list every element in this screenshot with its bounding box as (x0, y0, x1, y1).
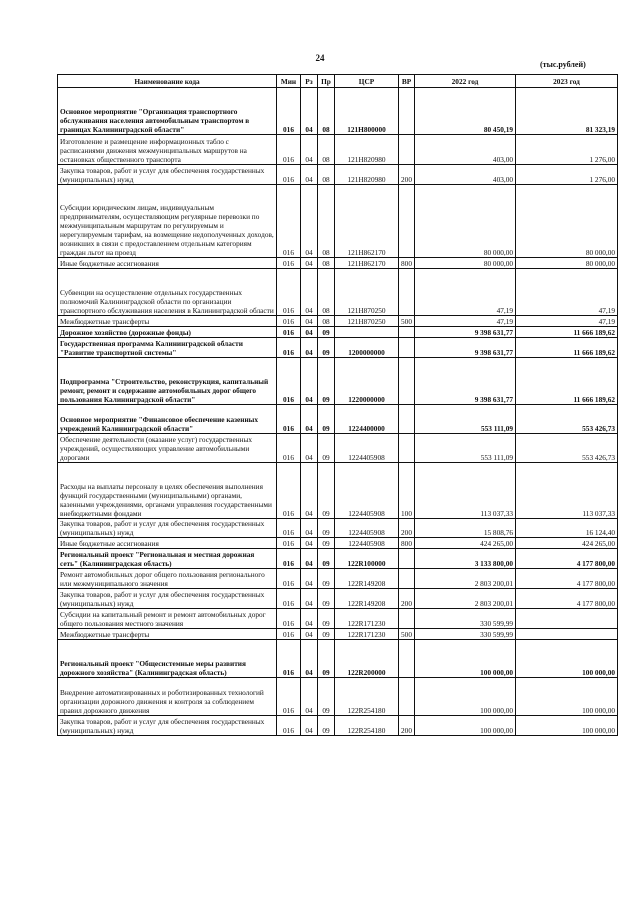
row-vr: 500 (399, 629, 415, 640)
row-name: Подпрограмма "Строительство, реконструкция, капитальный ремонт, ремонт и содержание автомобильных дорог общего пользования Калининградской области" (58, 358, 277, 405)
row-2023: 11 666 189,62 (516, 327, 618, 338)
budget-table (57, 74, 618, 736)
row-pr: 09 (318, 434, 335, 463)
row-rz: 04 (301, 569, 318, 589)
table-row (58, 569, 618, 589)
row-rz: 04 (301, 327, 318, 338)
table-row (58, 589, 618, 609)
row-min: 016 (277, 327, 301, 338)
row-2023: 11 666 189,62 (516, 358, 618, 405)
table-row (58, 316, 618, 327)
row-min: 016 (277, 716, 301, 736)
page-number: 24 (315, 53, 325, 63)
row-rz: 04 (301, 316, 318, 327)
row-pr: 09 (318, 538, 335, 549)
row-name: Субвенции на осуществление отдельных государственных полномочий Калининградской области по организации транспортного обслуживания населения в Калининградской области (58, 269, 277, 316)
row-csr: 1224405908 (335, 538, 399, 549)
row-rz: 04 (301, 629, 318, 640)
row-rz: 04 (301, 358, 318, 405)
row-min: 016 (277, 629, 301, 640)
row-pr: 09 (318, 358, 335, 405)
row-vr: 200 (399, 165, 415, 185)
row-name: Региональный проект "Региональная и местная дорожная сеть" (Калининградская область) (58, 549, 277, 569)
row-pr: 09 (318, 589, 335, 609)
row-name: Субсидии на капитальный ремонт и ремонт автомобильных дорог общего пользования местного значения (58, 609, 277, 629)
row-2022: 403,00 (415, 165, 516, 185)
row-rz: 04 (301, 463, 318, 519)
row-name: Иные бюджетные ассигнования (58, 538, 277, 549)
table-row (58, 135, 618, 165)
row-pr: 08 (318, 185, 335, 258)
table-row (58, 338, 618, 358)
row-csr: 122R149208 (335, 589, 399, 609)
row-name: Ремонт автомобильных дорог общего пользования регионального или межмуниципального значения (58, 569, 277, 589)
row-pr: 08 (318, 165, 335, 185)
row-2023: 11 666 189,62 (516, 338, 618, 358)
row-name: Государственная программа Калининградской области "Развитие транспортной системы" (58, 338, 277, 358)
row-csr: 121Н862170 (335, 185, 399, 258)
row-name: Изготовление и размещение информационных табло с расписаниями движения межмуниципальных маршрутов на остановках общественного транспорта (58, 135, 277, 165)
row-2022: 9 398 631,77 (415, 358, 516, 405)
row-2023: 100 000,00 (516, 716, 618, 736)
row-2023: 47,19 (516, 269, 618, 316)
row-pr: 09 (318, 338, 335, 358)
row-csr: 121Н862170 (335, 258, 399, 269)
row-vr: 100 (399, 463, 415, 519)
row-2022: 2 803 200,01 (415, 589, 516, 609)
row-name: Межбюджетные трансферты (58, 629, 277, 640)
row-rz: 04 (301, 609, 318, 629)
table-row (58, 609, 618, 629)
row-csr: 1224405908 (335, 434, 399, 463)
row-name: Субсидии юридическим лицам, индивидуальным предпринимателям, осуществляющим регулярные перевозки по межмуниципальным маршрутам по регулируемым и нерегулируемым тарифам, на возмещение недополученных доходов, возникших в связи с предоставлением отдельным категориям граждан льгот на проезд (58, 185, 277, 258)
row-vr (399, 640, 415, 678)
table-row (58, 269, 618, 316)
row-pr: 09 (318, 463, 335, 519)
row-2022: 47,19 (415, 269, 516, 316)
row-2023: 16 124,40 (516, 519, 618, 538)
row-vr: 800 (399, 538, 415, 549)
column-header: Пр (318, 75, 335, 88)
row-2022: 80 450,19 (415, 88, 516, 135)
column-header: Мин (277, 75, 301, 88)
row-vr: 200 (399, 519, 415, 538)
row-pr: 08 (318, 135, 335, 165)
row-vr (399, 549, 415, 569)
row-2023: 80 000,00 (516, 258, 618, 269)
row-2022: 100 000,00 (415, 640, 516, 678)
row-name: Дорожное хозяйство (дорожные фонды) (58, 327, 277, 338)
row-vr: 800 (399, 258, 415, 269)
row-2022: 100 000,00 (415, 716, 516, 736)
row-vr (399, 327, 415, 338)
row-rz: 04 (301, 258, 318, 269)
row-pr: 09 (318, 519, 335, 538)
row-csr: 1224400000 (335, 405, 399, 434)
table-row (58, 629, 618, 640)
table-row (58, 640, 618, 678)
row-min: 016 (277, 589, 301, 609)
table-row (58, 519, 618, 538)
row-rz: 04 (301, 519, 318, 538)
row-vr (399, 358, 415, 405)
row-pr: 09 (318, 716, 335, 736)
row-name: Региональный проект "Общесистемные меры развития дорожного хозяйства" (Калининградская область) (58, 640, 277, 678)
row-csr: 121Н870250 (335, 316, 399, 327)
row-csr: 122R171230 (335, 629, 399, 640)
row-2022: 424 265,00 (415, 538, 516, 549)
column-header: 2023 год (516, 75, 618, 88)
row-vr (399, 88, 415, 135)
row-pr: 09 (318, 549, 335, 569)
row-min: 016 (277, 358, 301, 405)
units-label: (тыс.рублей) (540, 60, 586, 69)
table-row (58, 716, 618, 736)
row-name: Закупка товаров, работ и услуг для обеспечения государственных (муниципальных) нужд (58, 589, 277, 609)
row-csr: 1220000000 (335, 358, 399, 405)
row-pr: 09 (318, 640, 335, 678)
row-vr: 200 (399, 716, 415, 736)
row-name: Внедрение автоматизированных и роботизированных технологий организации дорожного движения и контроля за соблюдением правил дорожного движения (58, 678, 277, 716)
row-min: 016 (277, 463, 301, 519)
row-name: Расходы на выплаты персоналу в целях обеспечения выполнения функций государственными (муниципальными) органами, казенными учреждениями, органами управления государственными внебюджетными фондами (58, 463, 277, 519)
row-2023 (516, 629, 618, 640)
row-rz: 04 (301, 338, 318, 358)
column-header: Наименование кода (58, 75, 277, 88)
table-row (58, 185, 618, 258)
row-csr: 122R171230 (335, 609, 399, 629)
row-csr: 122R254180 (335, 678, 399, 716)
column-header: ЦСР (335, 75, 399, 88)
table-row (58, 88, 618, 135)
row-2022: 47,19 (415, 316, 516, 327)
row-2022: 15 808,76 (415, 519, 516, 538)
row-pr: 08 (318, 88, 335, 135)
row-min: 016 (277, 640, 301, 678)
row-csr: 121Н820980 (335, 135, 399, 165)
row-pr: 09 (318, 327, 335, 338)
row-min: 016 (277, 569, 301, 589)
row-pr: 09 (318, 678, 335, 716)
row-2022: 100 000,00 (415, 678, 516, 716)
row-min: 016 (277, 678, 301, 716)
row-csr: 1224405908 (335, 519, 399, 538)
row-rz: 04 (301, 269, 318, 316)
row-vr (399, 135, 415, 165)
row-min: 016 (277, 185, 301, 258)
row-csr: 122R254180 (335, 716, 399, 736)
row-min: 016 (277, 538, 301, 549)
row-vr (399, 185, 415, 258)
table-row (58, 258, 618, 269)
row-csr: 1224405908 (335, 463, 399, 519)
row-2023: 4 177 800,00 (516, 549, 618, 569)
row-min: 016 (277, 258, 301, 269)
row-2023: 100 000,00 (516, 678, 618, 716)
row-2022: 9 398 631,77 (415, 338, 516, 358)
row-vr (399, 434, 415, 463)
row-vr (399, 338, 415, 358)
row-2023: 80 000,00 (516, 185, 618, 258)
row-pr: 08 (318, 316, 335, 327)
row-2023: 81 323,19 (516, 88, 618, 135)
row-min: 016 (277, 316, 301, 327)
row-rz: 04 (301, 135, 318, 165)
row-vr: 200 (399, 589, 415, 609)
row-2022: 3 133 800,00 (415, 549, 516, 569)
row-2023: 553 426,73 (516, 434, 618, 463)
row-vr (399, 569, 415, 589)
table-row (58, 463, 618, 519)
row-2022: 2 803 200,01 (415, 569, 516, 589)
row-vr (399, 405, 415, 434)
row-pr: 09 (318, 609, 335, 629)
row-name: Иные бюджетные ассигнования (58, 258, 277, 269)
row-2023: 424 265,00 (516, 538, 618, 549)
row-min: 016 (277, 88, 301, 135)
row-name: Закупка товаров, работ и услуг для обеспечения государственных (муниципальных) нужд (58, 519, 277, 538)
row-csr: 122R100000 (335, 549, 399, 569)
row-2023: 4 177 800,00 (516, 569, 618, 589)
row-rz: 04 (301, 678, 318, 716)
column-header: ВР (399, 75, 415, 88)
row-2023: 1 276,00 (516, 165, 618, 185)
row-2023: 100 000,00 (516, 640, 618, 678)
row-rz: 04 (301, 716, 318, 736)
row-pr: 08 (318, 258, 335, 269)
table-row (58, 327, 618, 338)
row-min: 016 (277, 135, 301, 165)
row-rz: 04 (301, 640, 318, 678)
row-min: 016 (277, 549, 301, 569)
row-pr: 08 (318, 269, 335, 316)
row-2023: 1 276,00 (516, 135, 618, 165)
row-2022: 403,00 (415, 135, 516, 165)
row-pr: 09 (318, 569, 335, 589)
row-pr: 09 (318, 629, 335, 640)
table-row (58, 358, 618, 405)
row-min: 016 (277, 269, 301, 316)
row-min: 016 (277, 338, 301, 358)
row-csr: 122R149208 (335, 569, 399, 589)
row-rz: 04 (301, 165, 318, 185)
row-min: 016 (277, 519, 301, 538)
row-csr: 121Н820980 (335, 165, 399, 185)
row-csr: 121Н800000 (335, 88, 399, 135)
row-vr: 500 (399, 316, 415, 327)
row-2022: 113 037,33 (415, 463, 516, 519)
row-name: Основное мероприятие "Финансовое обеспечение казенных учреждений Калининградской области" (58, 405, 277, 434)
column-header: 2022 год (415, 75, 516, 88)
row-vr (399, 269, 415, 316)
table-header-row (58, 75, 618, 88)
table-row (58, 678, 618, 716)
row-min: 016 (277, 609, 301, 629)
row-name: Закупка товаров, работ и услуг для обеспечения государственных (муниципальных) нужд (58, 165, 277, 185)
table-row (58, 538, 618, 549)
row-vr (399, 609, 415, 629)
row-vr (399, 678, 415, 716)
row-2022: 553 111,09 (415, 434, 516, 463)
table-row (58, 434, 618, 463)
row-rz: 04 (301, 88, 318, 135)
row-rz: 04 (301, 405, 318, 434)
row-csr (335, 327, 399, 338)
row-csr: 121Н870250 (335, 269, 399, 316)
row-name: Обеспечение деятельности (оказание услуг) государственных учреждений, осуществляющих управление автомобильными дорогами (58, 434, 277, 463)
row-2022: 330 599,99 (415, 609, 516, 629)
row-name: Закупка товаров, работ и услуг для обеспечения государственных (муниципальных) нужд (58, 716, 277, 736)
row-csr: 122R200000 (335, 640, 399, 678)
row-2023: 553 426,73 (516, 405, 618, 434)
row-2022: 330 599,99 (415, 629, 516, 640)
row-rz: 04 (301, 549, 318, 569)
row-2022: 80 000,00 (415, 185, 516, 258)
row-name: Межбюджетные трансферты (58, 316, 277, 327)
row-pr: 09 (318, 405, 335, 434)
row-rz: 04 (301, 434, 318, 463)
column-header: Рз (301, 75, 318, 88)
row-min: 016 (277, 165, 301, 185)
row-csr: 1200000000 (335, 338, 399, 358)
row-name: Основное мероприятие "Организация транспортного обслуживания населения автомобильным транспортом в границах Калининградской области" (58, 88, 277, 135)
table-body (58, 88, 618, 736)
row-2023 (516, 609, 618, 629)
row-min: 016 (277, 405, 301, 434)
row-2022: 80 000,00 (415, 258, 516, 269)
row-rz: 04 (301, 589, 318, 609)
table-row (58, 549, 618, 569)
row-2023: 47,19 (516, 316, 618, 327)
row-rz: 04 (301, 538, 318, 549)
table-row (58, 405, 618, 434)
row-rz: 04 (301, 185, 318, 258)
table-row (58, 165, 618, 185)
row-2022: 553 111,09 (415, 405, 516, 434)
row-2023: 113 037,33 (516, 463, 618, 519)
row-2022: 9 398 631,77 (415, 327, 516, 338)
row-2023: 4 177 800,00 (516, 589, 618, 609)
row-min: 016 (277, 434, 301, 463)
